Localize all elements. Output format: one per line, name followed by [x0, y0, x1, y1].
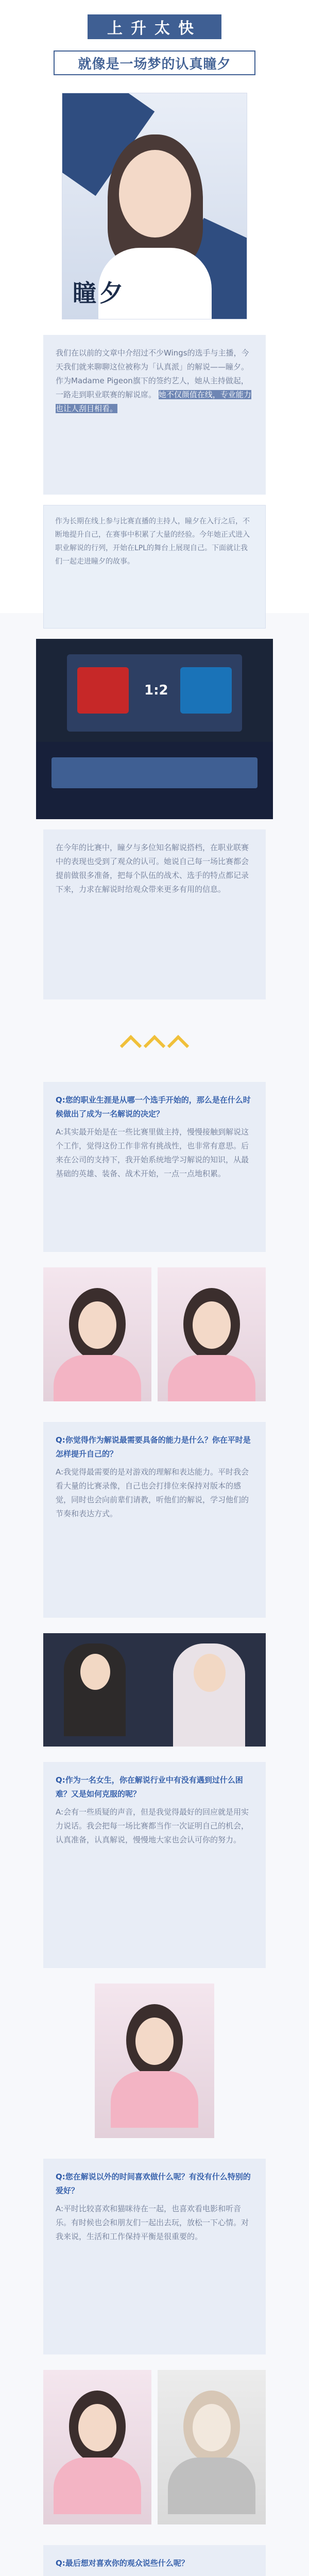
question: Q:最后想对喜欢你的观众说些什么呢？	[56, 2558, 189, 2568]
after-box: 在今年的比赛中，瞳夕与多位知名解说搭档，在职业联赛中的表现也受到了观众的认可。她说自己每一场比赛都会提前做很多准备，把每个队伍的战术、选手的特点都记录下来，力求在解说时给观众带来更多有用的信息。	[43, 829, 266, 999]
qa-block-3	[43, 1762, 266, 1968]
intro-text: 我们在以前的文章中介绍过不少Wings的选手与主播，今天我们就来聊聊这位被称为「认真派」的解说——瞳夕。作为Madame Pigeon旗下的签约艺人，她从主持做起，一路走到职业联赛的解说席。	[56, 348, 249, 399]
photo-single	[95, 1984, 214, 2138]
chevron-icon	[167, 1035, 189, 1057]
title-badge: 上升太快	[88, 14, 221, 39]
question: Q:您的职业生涯是从哪一个选手开始的，那么是在什么时候做出了成为一名解说的决定？	[56, 1095, 251, 1118]
photo-pair-1	[43, 1267, 266, 1401]
photo-duo	[43, 1633, 266, 1747]
qa-block-2	[43, 1422, 266, 1618]
answer: A:其实最开始是在一些比赛里做主持，慢慢接触到解说这个工作，觉得这份工作非常有挑战性，也非常有意思。后来在公司的支持下，我开始系统地学习解说的知识，从最基础的英雄、装备、战术开始，一点一点地积累。	[56, 1127, 249, 1178]
question: Q:作为一名女生，你在解说行业中有没有遇到过什么困难？又是如何克服的呢？	[56, 1775, 243, 1799]
qa-block-4	[43, 2159, 266, 2354]
match-photo	[36, 639, 273, 819]
team-logo-left	[77, 667, 129, 714]
chevron-icon	[144, 1035, 165, 1057]
chevron-icon	[120, 1035, 142, 1057]
photo-cat	[158, 2370, 266, 2524]
chevron-divider	[116, 1030, 193, 1061]
qa-block-1	[43, 1082, 266, 1252]
portrait-face	[119, 150, 191, 238]
question: Q:您在解说以外的时间喜欢做什么呢？有没有什么特别的爱好？	[56, 2172, 251, 2195]
answer: A:平时比较喜欢和猫咪待在一起，也喜欢看电影和听音乐。有时候也会和朋友们一起出去玩，放松一下心情。对我来说，生活和工作保持平衡是很重要的。	[56, 2204, 249, 2241]
photo-portrait	[158, 1267, 266, 1401]
photo-portrait	[95, 1984, 214, 2138]
intro-highlight: 她不仅颜值在线，专业能力也让人刮目相看。	[56, 390, 251, 413]
caster-desk	[52, 757, 258, 788]
question: Q:你觉得作为解说最需要具备的能力是什么？你在平时是怎样提升自己的？	[56, 1435, 251, 1459]
photo-portrait	[43, 1267, 151, 1401]
intro-box	[43, 335, 266, 495]
subtitle: 就像是一场梦的认真瞳夕	[54, 50, 255, 75]
photo-pair-2	[43, 2370, 266, 2524]
answer: A:我觉得最需要的是对游戏的理解和表达能力。平时我会看大量的比赛录像，自己也会打排位来保持对版本的感觉，同时也会向前辈们请教，听他们的解说，学习他们的节奏和表达方式。	[56, 1467, 249, 1518]
answer: A:会有一些质疑的声音，但是我觉得最好的回应就是用实力说话。我会把每一场比赛都当作一次证明自己的机会，认真准备，认真解说，慢慢地大家也会认可你的努力。	[56, 1807, 249, 1844]
hero-name: 瞳夕	[73, 279, 126, 307]
team-logo-right	[180, 667, 232, 714]
score-text: 1:2	[144, 683, 168, 698]
photo-portrait	[43, 2370, 151, 2524]
hook-box: 作为长期在线上参与比赛直播的主持人，瞳夕在入行之后，不断地提升自己，在赛事中积累了大量的经验。今年她正式进入职业解说的行列，开始在LPL的舞台上展现自己。下面就让我们一起走进瞳夕的故事。	[43, 505, 266, 629]
qa-block-5	[43, 2545, 266, 2576]
hero-photo	[62, 93, 247, 319]
